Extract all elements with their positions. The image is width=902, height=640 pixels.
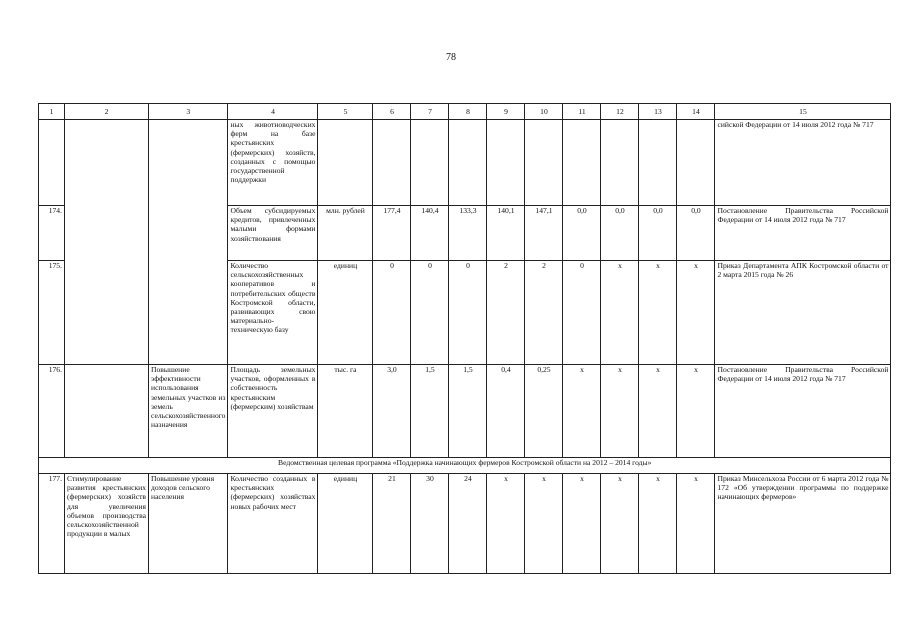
table-row [39, 365, 891, 458]
value-cell: 0,0 [639, 206, 677, 261]
value-cell [449, 120, 487, 206]
column-number: 4 [228, 104, 318, 120]
column-number: 12 [601, 104, 639, 120]
value-cell: 140,1 [487, 206, 525, 261]
value-cell: 0,0 [563, 206, 601, 261]
column-number: 8 [449, 104, 487, 120]
indicator-cell: Количество созданных в крестьянских (фермерских) хозяйствах новых рабочих мест [228, 474, 318, 574]
value-cell: х [563, 365, 601, 458]
value-cell: 0,4 [487, 365, 525, 458]
value-cell [525, 120, 563, 206]
task-cell [149, 120, 228, 365]
value-cell: 30 [411, 474, 449, 574]
value-cell: 1,5 [411, 365, 449, 458]
value-cell: х [601, 474, 639, 574]
value-cell: 0,0 [677, 206, 715, 261]
value-cell: х [677, 261, 715, 365]
basis-cell: Приказ Минсельхоза России от 6 марта 2012 года № 172 «Об утверждении программы по поддержке начинающих фермеров» [715, 474, 891, 574]
row-number: 175. [39, 261, 65, 365]
row-number [39, 120, 65, 206]
column-number: 14 [677, 104, 715, 120]
value-cell: х [525, 474, 563, 574]
goal-cell: Стимулирование развития крестьянских (фермерских) хозяйств для увеличения объемов производства сельскохозяйственной продукции в малых [65, 474, 149, 574]
unit-cell: млн. рублей [318, 206, 373, 261]
value-cell: х [601, 365, 639, 458]
value-cell: 1,5 [449, 365, 487, 458]
task-cell: Повышение уровня доходов сельского населения [149, 474, 228, 574]
value-cell: 0 [449, 261, 487, 365]
value-cell: 147,1 [525, 206, 563, 261]
column-number: 9 [487, 104, 525, 120]
program-title: Ведомственная целевая программа «Поддержка начинающих фермеров Костромской области на 2012 – 2014 годы» [39, 458, 891, 474]
value-cell: 0 [373, 261, 411, 365]
task-cell: Повышение эффективности использования земельных участков из земель сельскохозяйственного назначения [149, 365, 228, 458]
value-cell: 21 [373, 474, 411, 574]
program-heading-row [39, 458, 891, 474]
column-number: 7 [411, 104, 449, 120]
unit-cell: единиц [318, 261, 373, 365]
column-number: 10 [525, 104, 563, 120]
value-cell: х [639, 365, 677, 458]
value-cell: 3,0 [373, 365, 411, 458]
value-cell [411, 120, 449, 206]
value-cell: 2 [525, 261, 563, 365]
value-cell: х [563, 474, 601, 574]
unit-cell [318, 120, 373, 206]
value-cell: 140,4 [411, 206, 449, 261]
value-cell [487, 120, 525, 206]
value-cell: х [677, 474, 715, 574]
column-number: 2 [65, 104, 149, 120]
indicator-cell: Площадь земельных участков, оформленных в собственность крестьянским (фермерским) хозяйствам [228, 365, 318, 458]
value-cell: 24 [449, 474, 487, 574]
value-cell: х [639, 261, 677, 365]
goal-cell [65, 365, 149, 458]
column-number: 13 [639, 104, 677, 120]
unit-cell: единиц [318, 474, 373, 574]
row-number: 174. [39, 206, 65, 261]
value-cell [601, 120, 639, 206]
column-number-row [39, 104, 891, 120]
basis-cell: Приказ Департамента АПК Костромской области от 2 марта 2015 года № 26 [715, 261, 891, 365]
basis-cell: Постановление Правительства Российской Федерации от 14 июля 2012 года № 717 [715, 365, 891, 458]
value-cell [563, 120, 601, 206]
value-cell: 0,25 [525, 365, 563, 458]
indicator-cell: Количество сельскохозяйственных кооперативов и потребительских обществ Костромской области, развивающих свою материально-техническую базу [228, 261, 318, 365]
table-row [39, 474, 891, 574]
indicator-cell: ных животноводческих ферм на базе крестьянских (фермерских) хозяйств, созданных с помощью государственной поддержки [228, 120, 318, 206]
value-cell: 133,3 [449, 206, 487, 261]
column-number: 6 [373, 104, 411, 120]
row-number: 177. [39, 474, 65, 574]
column-number: 3 [149, 104, 228, 120]
value-cell [639, 120, 677, 206]
value-cell: 177,4 [373, 206, 411, 261]
unit-cell: тыс. га [318, 365, 373, 458]
value-cell: 0 [563, 261, 601, 365]
column-number: 11 [563, 104, 601, 120]
goal-cell [65, 120, 149, 365]
value-cell [373, 120, 411, 206]
value-cell: 2 [487, 261, 525, 365]
value-cell: х [601, 261, 639, 365]
indicator-cell: Объем субсидируемых кредитов, привлеченных малыми формами хозяйствования [228, 206, 318, 261]
row-number: 176. [39, 365, 65, 458]
column-number: 5 [318, 104, 373, 120]
value-cell: х [639, 474, 677, 574]
value-cell: х [487, 474, 525, 574]
column-number: 15 [715, 104, 891, 120]
value-cell: 0,0 [601, 206, 639, 261]
basis-cell: Постановление Правительства Российской Федерации от 14 июля 2012 года № 717 [715, 206, 891, 261]
page-number: 78 [446, 52, 456, 63]
table-row [39, 120, 891, 206]
value-cell: 0 [411, 261, 449, 365]
value-cell [677, 120, 715, 206]
column-number: 1 [39, 104, 65, 120]
value-cell: х [677, 365, 715, 458]
basis-cell: сийской Федерации от 14 июля 2012 года № 717 [715, 120, 891, 206]
indicators-table [38, 103, 891, 574]
